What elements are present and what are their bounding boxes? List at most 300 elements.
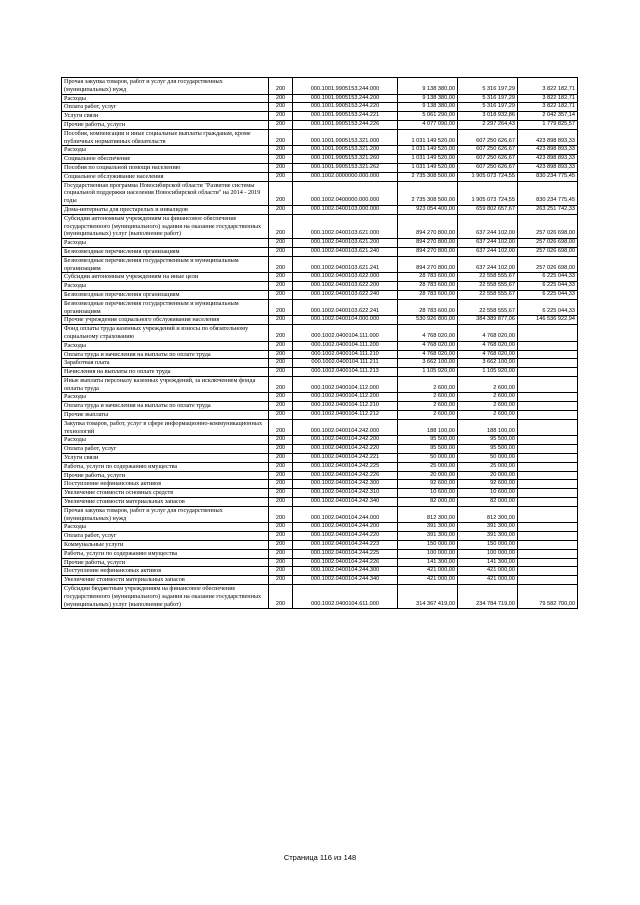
row-approved-cell: 5 061 290,00 xyxy=(398,112,458,121)
row-name-cell: Увеличение стоимости материальных запасов xyxy=(62,576,269,585)
row-unexecuted-cell: 6 225 044,33 xyxy=(518,273,578,282)
row-name-cell: Прочие работы, услуги xyxy=(62,471,269,480)
row-code-cell: 200 xyxy=(269,350,293,359)
row-name-cell: Пособия, компенсации и иные социальные выплаты гражданам, кроме публичных нормативных обязательств xyxy=(62,129,269,146)
row-name-cell: Поступление нефинансовых активов xyxy=(62,567,269,576)
row-unexecuted-cell: 3 822 182,71 xyxy=(518,78,578,95)
row-kbk-cell: 000.1002.0400104.244.300 xyxy=(293,567,398,576)
table-row xyxy=(62,78,578,95)
row-unexecuted-cell: 257 026 698,00 xyxy=(518,247,578,256)
row-kbk-cell: 000.1002.0400104.242.220 xyxy=(293,445,398,454)
row-name-cell: Оплата работ, услуг xyxy=(62,532,269,541)
row-kbk-cell: 000.1002.0400104.242.000 xyxy=(293,419,398,436)
row-kbk-cell: 000.1002.0400103.621.200 xyxy=(293,239,398,248)
row-executed-cell: 637 244 102,00 xyxy=(458,247,518,256)
table-row xyxy=(62,256,578,273)
row-unexecuted-cell xyxy=(518,498,578,507)
row-executed-cell: 421 000,00 xyxy=(458,576,518,585)
row-executed-cell: 3 662 100,00 xyxy=(458,359,518,368)
row-unexecuted-cell: 263 251 742,33 xyxy=(518,205,578,214)
row-approved-cell: 82 000,00 xyxy=(398,498,458,507)
table-row xyxy=(62,120,578,129)
row-unexecuted-cell xyxy=(518,489,578,498)
row-unexecuted-cell: 423 898 893,33 xyxy=(518,146,578,155)
row-approved-cell: 188 100,00 xyxy=(398,419,458,436)
page-footer: Страница 116 из 148 xyxy=(283,853,357,862)
row-executed-cell: 5 316 197,29 xyxy=(458,103,518,112)
row-name-cell: Социальное обслуживание населения xyxy=(62,172,269,181)
row-approved-cell: 28 783 600,00 xyxy=(398,299,458,316)
row-kbk-cell: 000.1002.0400104.242.221 xyxy=(293,454,398,463)
row-approved-cell: 100 000,00 xyxy=(398,549,458,558)
row-code-cell: 200 xyxy=(269,585,293,609)
row-unexecuted-cell xyxy=(518,549,578,558)
row-code-cell: 200 xyxy=(269,181,293,205)
table-row xyxy=(62,299,578,316)
row-approved-cell: 9 138 380,00 xyxy=(398,103,458,112)
row-unexecuted-cell: 79 582 700,00 xyxy=(518,585,578,609)
row-kbk-cell: 000.1002.0400000.000.000 xyxy=(293,181,398,205)
row-kbk-cell: 000.1002.0400103.622.241 xyxy=(293,299,398,316)
row-approved-cell: 28 783 600,00 xyxy=(398,282,458,291)
table-row xyxy=(62,576,578,585)
row-approved-cell: 2 600,00 xyxy=(398,376,458,393)
row-kbk-cell: 000.1001.9905153.244.226 xyxy=(293,120,398,129)
row-kbk-cell: 000.1001.9905153.244.221 xyxy=(293,112,398,121)
table-row xyxy=(62,94,578,103)
table-row xyxy=(62,325,578,342)
row-code-cell: 200 xyxy=(269,402,293,411)
row-code-cell: 200 xyxy=(269,325,293,342)
row-name-cell: Пособия по социальной помощи населению xyxy=(62,163,269,172)
row-name-cell: Безвозмездные перечисления государственным и муниципальным организациям xyxy=(62,299,269,316)
row-kbk-cell: 000.1002.0400104.242.310 xyxy=(293,489,398,498)
row-code-cell: 200 xyxy=(269,290,293,299)
table-row xyxy=(62,316,578,325)
row-unexecuted-cell xyxy=(518,462,578,471)
table-row xyxy=(62,368,578,377)
row-approved-cell: 150 000,00 xyxy=(398,541,458,550)
row-name-cell: Расходы xyxy=(62,523,269,532)
row-name-cell: Расходы xyxy=(62,436,269,445)
row-approved-cell: 1 105 920,00 xyxy=(398,368,458,377)
row-code-cell: 200 xyxy=(269,103,293,112)
row-name-cell: Расходы xyxy=(62,146,269,155)
row-kbk-cell: 000.1002.0400104.244.340 xyxy=(293,576,398,585)
row-unexecuted-cell xyxy=(518,402,578,411)
row-approved-cell: 894 270 800,00 xyxy=(398,247,458,256)
row-unexecuted-cell xyxy=(518,471,578,480)
row-name-cell: Безвозмездные перечисления государственным и муниципальным организациям xyxy=(62,256,269,273)
row-unexecuted-cell: 1 779 825,57 xyxy=(518,120,578,129)
row-code-cell: 200 xyxy=(269,155,293,164)
row-executed-cell: 812 300,00 xyxy=(458,506,518,523)
row-executed-cell: 2 600,00 xyxy=(458,411,518,420)
row-approved-cell: 28 783 600,00 xyxy=(398,290,458,299)
row-code-cell: 200 xyxy=(269,541,293,550)
table-row xyxy=(62,129,578,146)
row-name-cell: Расходы xyxy=(62,393,269,402)
row-executed-cell: 22 558 555,67 xyxy=(458,290,518,299)
row-unexecuted-cell xyxy=(518,454,578,463)
row-unexecuted-cell xyxy=(518,368,578,377)
row-unexecuted-cell xyxy=(518,436,578,445)
row-executed-cell: 5 316 197,29 xyxy=(458,94,518,103)
table-row xyxy=(62,112,578,121)
row-code-cell: 200 xyxy=(269,480,293,489)
table-row xyxy=(62,181,578,205)
row-executed-cell: 22 558 555,67 xyxy=(458,282,518,291)
row-kbk-cell: 000.1002.0400104.111.210 xyxy=(293,350,398,359)
row-code-cell: 200 xyxy=(269,462,293,471)
row-approved-cell: 95 500,00 xyxy=(398,436,458,445)
row-code-cell: 200 xyxy=(269,172,293,181)
expenditure-table xyxy=(61,77,578,609)
table-row xyxy=(62,247,578,256)
row-kbk-cell: 000.1002.0400104.244.220 xyxy=(293,532,398,541)
row-approved-cell: 50 000,00 xyxy=(398,454,458,463)
row-code-cell: 200 xyxy=(269,419,293,436)
table-row xyxy=(62,290,578,299)
row-approved-cell: 391 300,00 xyxy=(398,523,458,532)
table-row xyxy=(62,436,578,445)
row-code-cell: 200 xyxy=(269,129,293,146)
row-approved-cell: 1 031 149 520,00 xyxy=(398,163,458,172)
row-kbk-cell: 000.1002.0400103.621.240 xyxy=(293,247,398,256)
row-unexecuted-cell: 423 898 893,33 xyxy=(518,129,578,146)
row-code-cell: 200 xyxy=(269,146,293,155)
row-approved-cell: 10 600,00 xyxy=(398,489,458,498)
row-executed-cell: 637 244 102,00 xyxy=(458,214,518,238)
row-code-cell: 200 xyxy=(269,163,293,172)
row-executed-cell: 4 768 020,00 xyxy=(458,350,518,359)
row-name-cell: Работы, услуги по содержанию имущества xyxy=(62,549,269,558)
row-name-cell: Услуги связи xyxy=(62,454,269,463)
row-code-cell: 200 xyxy=(269,282,293,291)
row-code-cell: 200 xyxy=(269,506,293,523)
row-unexecuted-cell xyxy=(518,411,578,420)
row-unexecuted-cell xyxy=(518,506,578,523)
row-kbk-cell: 000.1002.0400103.622.240 xyxy=(293,290,398,299)
row-executed-cell: 2 297 264,43 xyxy=(458,120,518,129)
row-executed-cell: 10 600,00 xyxy=(458,489,518,498)
table-row xyxy=(62,155,578,164)
row-approved-cell: 2 600,00 xyxy=(398,411,458,420)
table-row xyxy=(62,393,578,402)
table-row xyxy=(62,419,578,436)
row-approved-cell: 25 000,00 xyxy=(398,462,458,471)
row-name-cell: Увеличение стоимости материальных запасов xyxy=(62,498,269,507)
row-approved-cell: 421 000,00 xyxy=(398,576,458,585)
row-approved-cell: 391 300,00 xyxy=(398,532,458,541)
row-executed-cell: 391 300,00 xyxy=(458,523,518,532)
row-name-cell: Услуги связи xyxy=(62,112,269,121)
row-code-cell: 200 xyxy=(269,299,293,316)
table-row xyxy=(62,445,578,454)
row-name-cell: Прочая закупка товаров, работ и услуг для государственных (муниципальных) нужд xyxy=(62,506,269,523)
row-unexecuted-cell: 3 822 182,71 xyxy=(518,94,578,103)
row-unexecuted-cell: 146 536 922,94 xyxy=(518,316,578,325)
row-unexecuted-cell xyxy=(518,558,578,567)
row-name-cell: Оплата работ, услуг xyxy=(62,445,269,454)
row-unexecuted-cell xyxy=(518,341,578,350)
row-name-cell: Субсидии бюджетным учреждениям на финансовое обеспечение государственного (муниципального) задания на оказание государственных (муниципальных) услуг (выполнение работ) xyxy=(62,585,269,609)
row-code-cell: 200 xyxy=(269,256,293,273)
report-sheet xyxy=(61,77,577,609)
row-code-cell: 200 xyxy=(269,549,293,558)
row-unexecuted-cell xyxy=(518,541,578,550)
row-code-cell: 200 xyxy=(269,368,293,377)
row-unexecuted-cell xyxy=(518,376,578,393)
table-row xyxy=(62,376,578,393)
row-executed-cell: 2 600,00 xyxy=(458,393,518,402)
table-row xyxy=(62,471,578,480)
row-approved-cell: 894 270 800,00 xyxy=(398,239,458,248)
row-executed-cell: 607 250 626,67 xyxy=(458,129,518,146)
row-kbk-cell: 000.1002.0400104.244.223 xyxy=(293,541,398,550)
row-kbk-cell: 000.1002.0400104.244.226 xyxy=(293,558,398,567)
table-row xyxy=(62,239,578,248)
row-name-cell: Оплата работ, услуг xyxy=(62,103,269,112)
row-approved-cell: 530 926 800,00 xyxy=(398,316,458,325)
table-row xyxy=(62,567,578,576)
row-kbk-cell: 000.1002.0400104.000.000 xyxy=(293,316,398,325)
row-executed-cell: 95 500,00 xyxy=(458,436,518,445)
row-name-cell: Закупка товаров, работ, услуг в сфере информационно-коммуникационных технологий xyxy=(62,419,269,436)
row-executed-cell: 22 558 555,67 xyxy=(458,273,518,282)
row-executed-cell: 141 300,00 xyxy=(458,558,518,567)
row-kbk-cell: 000.1002.0400104.611.000 xyxy=(293,585,398,609)
row-executed-cell: 1 905 073 724,55 xyxy=(458,172,518,181)
row-approved-cell: 2 735 308 500,00 xyxy=(398,172,458,181)
row-name-cell: Государственная программа Новосибирской области "Развитие системы социальной поддержки населения Новосибирской области" на 2014 - 2019 годы xyxy=(62,181,269,205)
row-name-cell: Прочая закупка товаров, работ и услуг для государственных (муниципальных) нужд xyxy=(62,78,269,95)
table-row xyxy=(62,585,578,609)
row-name-cell: Прочие работы, услуги xyxy=(62,120,269,129)
row-kbk-cell: 000.1002.0400104.112.000 xyxy=(293,376,398,393)
row-code-cell: 200 xyxy=(269,411,293,420)
row-kbk-cell: 000.1002.0400104.244.200 xyxy=(293,523,398,532)
row-approved-cell: 4 768 020,00 xyxy=(398,325,458,342)
row-executed-cell: 20 000,00 xyxy=(458,471,518,480)
row-code-cell: 200 xyxy=(269,523,293,532)
row-kbk-cell: 000.1002.0400104.242.226 xyxy=(293,471,398,480)
table-row xyxy=(62,146,578,155)
table-row xyxy=(62,462,578,471)
row-unexecuted-cell: 423 898 893,33 xyxy=(518,163,578,172)
row-code-cell: 200 xyxy=(269,112,293,121)
row-name-cell: Прочие работы, услуги xyxy=(62,558,269,567)
row-executed-cell: 607 250 626,67 xyxy=(458,146,518,155)
row-name-cell: Субсидии автономным учреждениям на финансовое обеспечение государственного (муниципального) задания на оказание государственных (муниципальных) услуг (выполнение работ) xyxy=(62,214,269,238)
row-code-cell: 200 xyxy=(269,532,293,541)
row-approved-cell: 894 270 800,00 xyxy=(398,256,458,273)
row-unexecuted-cell: 257 026 698,00 xyxy=(518,214,578,238)
row-kbk-cell: 000.1002.0400103.622.200 xyxy=(293,282,398,291)
row-kbk-cell: 000.1002.0400104.112.212 xyxy=(293,411,398,420)
row-name-cell: Дома-интернаты для престарелых и инвалидов xyxy=(62,205,269,214)
row-unexecuted-cell xyxy=(518,567,578,576)
table-row xyxy=(62,498,578,507)
row-executed-cell: 188 100,00 xyxy=(458,419,518,436)
row-name-cell: Расходы xyxy=(62,239,269,248)
table-row xyxy=(62,480,578,489)
row-executed-cell: 4 768 020,00 xyxy=(458,341,518,350)
row-unexecuted-cell: 830 234 775,45 xyxy=(518,181,578,205)
row-kbk-cell: 000.1002.0400104.244.225 xyxy=(293,549,398,558)
row-name-cell: Расходы xyxy=(62,94,269,103)
row-kbk-cell: 000.1002.0400104.111.200 xyxy=(293,341,398,350)
table-row xyxy=(62,402,578,411)
row-kbk-cell: 000.1002.0000000.000.000 xyxy=(293,172,398,181)
row-unexecuted-cell: 423 898 893,33 xyxy=(518,155,578,164)
row-approved-cell: 314 367 419,00 xyxy=(398,585,458,609)
row-kbk-cell: 000.1002.0400104.242.200 xyxy=(293,436,398,445)
row-executed-cell: 22 558 555,67 xyxy=(458,299,518,316)
row-executed-cell: 25 000,00 xyxy=(458,462,518,471)
table-row xyxy=(62,163,578,172)
row-executed-cell: 5 316 197,29 xyxy=(458,78,518,95)
row-unexecuted-cell xyxy=(518,480,578,489)
row-kbk-cell: 000.1002.0400103.621.000 xyxy=(293,214,398,238)
table-row xyxy=(62,541,578,550)
row-kbk-cell: 000.1002.0400104.111.213 xyxy=(293,368,398,377)
row-code-cell: 200 xyxy=(269,205,293,214)
row-code-cell: 200 xyxy=(269,471,293,480)
row-executed-cell: 2 600,00 xyxy=(458,402,518,411)
row-kbk-cell: 000.1001.9905153.321.260 xyxy=(293,155,398,164)
row-approved-cell: 1 031 149 520,00 xyxy=(398,155,458,164)
row-kbk-cell: 000.1002.0400104.111.211 xyxy=(293,359,398,368)
table-row xyxy=(62,214,578,238)
row-executed-cell: 637 244 102,00 xyxy=(458,239,518,248)
row-approved-cell: 1 031 149 520,00 xyxy=(398,146,458,155)
row-executed-cell: 82 000,00 xyxy=(458,498,518,507)
row-executed-cell: 150 000,00 xyxy=(458,541,518,550)
table-row xyxy=(62,350,578,359)
row-name-cell: Коммунальные услуги xyxy=(62,541,269,550)
row-code-cell: 200 xyxy=(269,558,293,567)
row-name-cell: Увеличение стоимости основных средств xyxy=(62,489,269,498)
row-approved-cell: 20 000,00 xyxy=(398,471,458,480)
row-code-cell: 200 xyxy=(269,316,293,325)
row-name-cell: Прочие учреждения социального обслуживания населения xyxy=(62,316,269,325)
row-name-cell: Иные выплаты персоналу казенных учреждений, за исключением фонда оплаты труда xyxy=(62,376,269,393)
row-name-cell: Оплата труда и начисления на выплаты по оплате труда xyxy=(62,402,269,411)
row-executed-cell: 3 018 932,86 xyxy=(458,112,518,121)
row-code-cell: 200 xyxy=(269,445,293,454)
row-code-cell: 200 xyxy=(269,120,293,129)
row-code-cell: 200 xyxy=(269,247,293,256)
row-approved-cell: 9 138 380,00 xyxy=(398,78,458,95)
row-name-cell: Субсидии автономным учреждениям на иные цели xyxy=(62,273,269,282)
row-code-cell: 200 xyxy=(269,393,293,402)
row-executed-cell: 384 389 877,06 xyxy=(458,316,518,325)
table-row xyxy=(62,532,578,541)
table-row xyxy=(62,489,578,498)
row-unexecuted-cell xyxy=(518,359,578,368)
row-executed-cell: 4 768 020,00 xyxy=(458,325,518,342)
row-kbk-cell: 000.1001.9905153.321.200 xyxy=(293,146,398,155)
table-row xyxy=(62,411,578,420)
row-executed-cell: 100 000,00 xyxy=(458,549,518,558)
row-code-cell: 200 xyxy=(269,376,293,393)
row-kbk-cell: 000.1002.0400103.000.000 xyxy=(293,205,398,214)
row-executed-cell: 50 000,00 xyxy=(458,454,518,463)
row-name-cell: Прочие выплаты xyxy=(62,411,269,420)
row-name-cell: Работы, услуги по содержанию имущества xyxy=(62,462,269,471)
row-approved-cell: 4 077 090,00 xyxy=(398,120,458,129)
table-row xyxy=(62,454,578,463)
row-unexecuted-cell: 257 026 698,00 xyxy=(518,239,578,248)
row-executed-cell: 391 300,00 xyxy=(458,532,518,541)
row-name-cell: Начисления на выплаты по оплате труда xyxy=(62,368,269,377)
row-name-cell: Расходы xyxy=(62,282,269,291)
row-executed-cell: 637 244 102,00 xyxy=(458,256,518,273)
row-approved-cell: 95 500,00 xyxy=(398,445,458,454)
row-approved-cell: 9 138 380,00 xyxy=(398,94,458,103)
row-code-cell: 200 xyxy=(269,436,293,445)
row-code-cell: 200 xyxy=(269,94,293,103)
row-kbk-cell: 000.1002.0400104.111.000 xyxy=(293,325,398,342)
table-row xyxy=(62,103,578,112)
row-kbk-cell: 000.1002.0400104.244.000 xyxy=(293,506,398,523)
row-unexecuted-cell xyxy=(518,325,578,342)
row-unexecuted-cell: 6 225 044,33 xyxy=(518,299,578,316)
row-approved-cell: 141 300,00 xyxy=(398,558,458,567)
row-approved-cell: 2 600,00 xyxy=(398,402,458,411)
row-kbk-cell: 000.1001.9905153.244.000 xyxy=(293,78,398,95)
row-name-cell: Оплата труда и начисления на выплаты по оплате труда xyxy=(62,350,269,359)
row-code-cell: 200 xyxy=(269,498,293,507)
row-unexecuted-cell: 257 026 698,00 xyxy=(518,256,578,273)
row-executed-cell: 607 250 626,67 xyxy=(458,155,518,164)
table-row xyxy=(62,205,578,214)
row-unexecuted-cell xyxy=(518,523,578,532)
row-approved-cell: 4 768 020,00 xyxy=(398,341,458,350)
row-executed-cell: 1 905 073 724,55 xyxy=(458,181,518,205)
row-kbk-cell: 000.1002.0400104.112.200 xyxy=(293,393,398,402)
row-code-cell: 200 xyxy=(269,359,293,368)
row-kbk-cell: 000.1001.9905153.244.200 xyxy=(293,94,398,103)
row-executed-cell: 95 500,00 xyxy=(458,445,518,454)
row-executed-cell: 659 802 657,67 xyxy=(458,205,518,214)
table-row xyxy=(62,341,578,350)
row-approved-cell: 812 300,00 xyxy=(398,506,458,523)
row-kbk-cell: 000.1001.9905153.321.000 xyxy=(293,129,398,146)
row-unexecuted-cell xyxy=(518,576,578,585)
row-unexecuted-cell: 830 234 775,45 xyxy=(518,172,578,181)
row-code-cell: 200 xyxy=(269,239,293,248)
row-approved-cell: 1 031 149 520,00 xyxy=(398,129,458,146)
row-executed-cell: 1 105 920,00 xyxy=(458,368,518,377)
table-row xyxy=(62,359,578,368)
row-unexecuted-cell: 2 042 357,14 xyxy=(518,112,578,121)
row-kbk-cell: 000.1001.9905153.244.220 xyxy=(293,103,398,112)
row-kbk-cell: 000.1002.0400104.242.300 xyxy=(293,480,398,489)
table-row xyxy=(62,549,578,558)
row-unexecuted-cell xyxy=(518,532,578,541)
table-row xyxy=(62,282,578,291)
row-unexecuted-cell: 6 225 044,33 xyxy=(518,290,578,299)
table-row xyxy=(62,558,578,567)
row-executed-cell: 92 600,00 xyxy=(458,480,518,489)
table-row xyxy=(62,523,578,532)
row-executed-cell: 2 600,00 xyxy=(458,376,518,393)
table-body xyxy=(62,78,578,609)
row-name-cell: Безвозмездные перечисления организациям xyxy=(62,247,269,256)
row-name-cell: Безвозмездные перечисления организациям xyxy=(62,290,269,299)
